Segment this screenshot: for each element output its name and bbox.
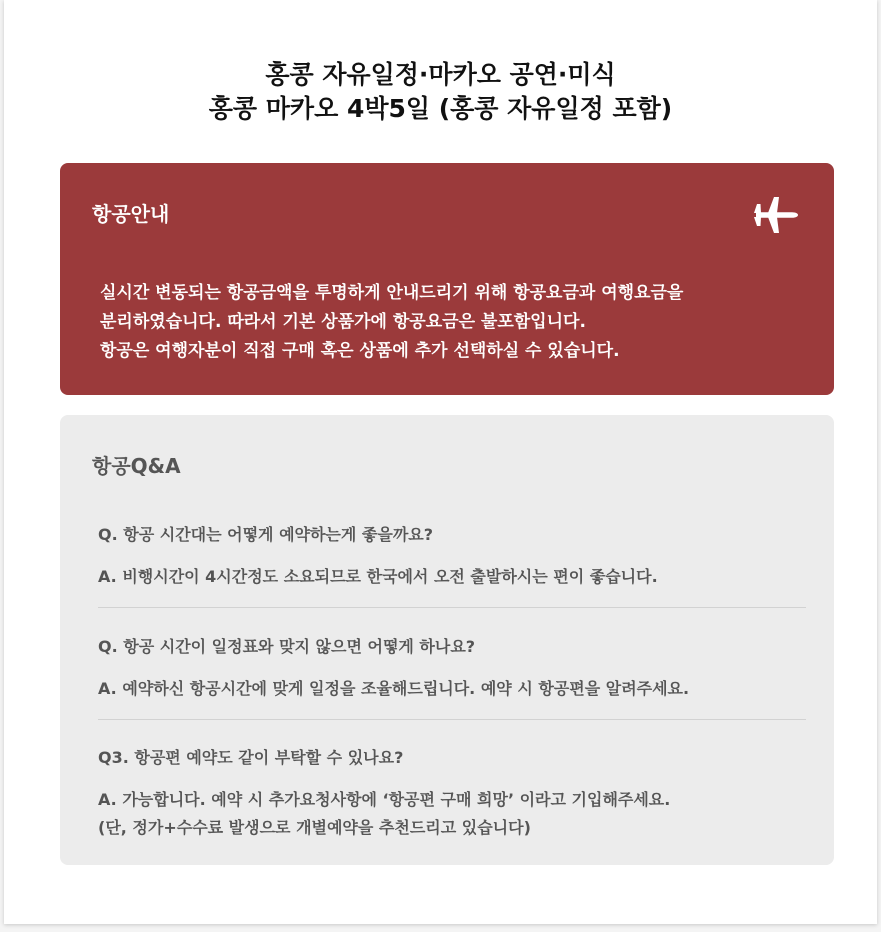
flight-info-text	[100, 279, 820, 366]
page-title	[4, 58, 877, 126]
qa-answer	[98, 675, 806, 703]
qa-answer-line: (단, 정가+수수료 발생으로 개별예약을 추천드리고 있습니다)	[98, 818, 531, 837]
qa-answer	[98, 563, 806, 591]
qa-question: Q3. 항공편 예약도 같이 부탁할 수 있나요?	[98, 748, 404, 767]
flight-info-line: 분리하였습니다. 따라서 기본 상품가에 항공요금은 불포함입니다.	[100, 312, 586, 332]
flight-info-title: 항공안내	[92, 202, 170, 226]
page-title-line1: 홍콩 자유일정·마카오 공연·미식	[265, 60, 616, 89]
flight-qa-box	[60, 415, 834, 865]
flight-info-line: 항공은 여행자분이 직접 구매 혹은 상품에 추가 선택하실 수 있습니다.	[100, 341, 620, 361]
qa-divider	[98, 607, 806, 608]
qa-item	[98, 524, 806, 591]
qa-item	[98, 747, 806, 842]
qa-answer-line: A. 비행시간이 4시간정도 소요되므로 한국에서 오전 출발하시는 편이 좋습니다.	[98, 567, 658, 586]
qa-answer-line: A. 가능합니다. 예약 시 추가요청사항에 ‘항공편 구매 희망’ 이라고 기입해주세요.	[98, 790, 671, 809]
qa-item	[98, 636, 806, 703]
page-card	[4, 0, 877, 924]
airplane-icon	[752, 195, 800, 235]
flight-info-box	[60, 163, 834, 395]
qa-title: 항공Q&A	[92, 454, 181, 478]
qa-answer	[98, 786, 806, 842]
qa-divider	[98, 719, 806, 720]
flight-info-line: 실시간 변동되는 항공금액을 투명하게 안내드리기 위해 항공요금과 여행요금을	[100, 283, 684, 303]
qa-question: Q. 항공 시간이 일정표와 맞지 않으면 어떻게 하나요?	[98, 637, 476, 656]
page-title-line2: 홍콩 마카오 4박5일 (홍콩 자유일정 포함)	[208, 94, 673, 123]
qa-question: Q. 항공 시간대는 어떻게 예약하는게 좋을까요?	[98, 525, 434, 544]
qa-answer-line: A. 예약하신 항공시간에 맞게 일정을 조율해드립니다. 예약 시 항공편을 알려주세요.	[98, 679, 690, 698]
